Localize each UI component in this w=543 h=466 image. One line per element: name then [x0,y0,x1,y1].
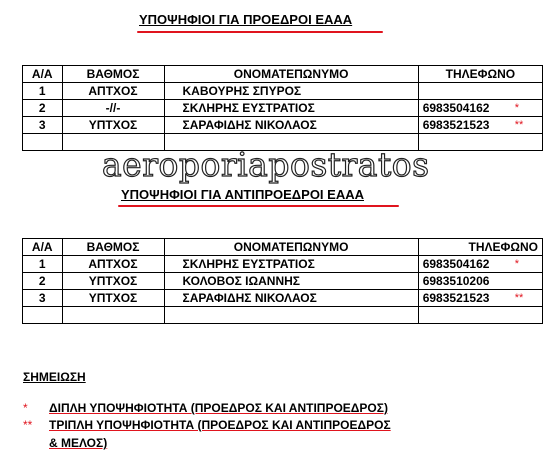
row-rank [62,307,164,324]
row-aa [23,134,63,151]
row-aa: 3 [23,290,63,307]
row-rank: -//- [62,100,164,117]
row-aa: 3 [23,117,63,134]
note-item-double [23,401,388,415]
note-item-triple [23,418,391,432]
row-aa [23,307,63,324]
header-rank: ΒΑΘΜΟΣ [62,66,164,83]
table-row [23,290,543,307]
row-phone: 6983510206 [422,273,490,288]
note-text-triple: ΤΡΙΠΛΗ ΥΠΟΨΗΦΙΟΤΗΤΑ (ΠΡΟΕΔΡΟΣ ΚΑΙ ΑΝΤΙΠΡΟΕΔΡΟΣ [49,418,391,432]
table-row-empty [23,307,543,324]
table-row [23,256,543,273]
row-name: ΚΟΛΟΒΟΣ ΙΩΑΝΝΗΣ [164,273,418,290]
row-aa: 2 [23,273,63,290]
president-title-underline [137,31,383,33]
table-row [23,100,543,117]
row-phone [418,307,542,324]
row-phone-cell [418,83,542,100]
row-name [164,307,418,324]
vice-president-title-underline [118,205,399,207]
vice-president-candidates-title: ΥΠΟΨΗΦΙΟΙ ΓΙΑ ΑΝΤΙΠΡΟΕΔΡΟΙ ΕΑΑΑ [121,187,364,202]
row-phone: 6983521523 [422,290,490,305]
note-item-triple-cont [49,436,107,450]
table-row [23,273,543,290]
row-name: ΣΚΛΗΡΗΣ ΕΥΣΤΡΑΤΙΟΣ [164,256,418,273]
row-phone: 6983504162 [422,100,490,115]
header-phone: ΤΗΛΕΦΩΝΟ [418,66,542,83]
row-aa: 1 [23,256,63,273]
row-phone: 6983521523 [422,117,490,132]
row-name: ΚΑΒΟΥΡΗΣ ΣΠΥΡΟΣ [164,83,418,100]
header-aa: Α/Α [23,66,63,83]
row-rank: ΥΠΤΧΟΣ [62,117,164,134]
row-mark: * [514,257,519,270]
row-mark: * [514,101,519,114]
row-name: ΣΑΡΑΦΙΔΗΣ ΝΙΚΟΛΑΟΣ [164,117,418,134]
header-name: ΟΝΟΜΑΤΕΠΩΝΥΜΟ [164,239,418,256]
row-phone-cell [418,117,542,134]
header-name: ΟΝΟΜΑΤΕΠΩΝΥΜΟ [164,66,418,83]
president-candidates-table [22,65,543,151]
row-rank: ΑΠΤΧΟΣ [62,256,164,273]
row-phone-cell [418,256,542,273]
note-mark-double: ** [23,418,33,432]
row-phone-cell [418,273,542,290]
row-name: ΣΑΡΑΦΙΔΗΣ ΝΙΚΟΛΑΟΣ [164,290,418,307]
row-phone [418,134,542,151]
row-phone-cell [418,290,542,307]
note-text-triple-cont: & ΜΕΛΟΣ) [49,436,108,450]
table-header-row [23,239,543,256]
row-name: ΣΚΛΗΡΗΣ ΕΥΣΤΡΑΤΙΟΣ [164,100,418,117]
table-row [23,83,543,100]
row-rank: ΑΠΤΧΟΣ [62,83,164,100]
row-rank: ΥΠΤΧΟΣ [62,290,164,307]
table-row [23,117,543,134]
header-aa: Α/Α [23,239,63,256]
note-mark-single: * [23,401,28,415]
row-phone-cell [418,100,542,117]
header-rank: ΒΑΘΜΟΣ [62,239,164,256]
site-watermark: aeroporiapostratos [102,145,430,184]
row-mark: ** [514,118,524,131]
table-header-row [23,66,543,83]
header-phone: ΤΗΛΕΦΩΝΟ [418,239,542,256]
president-candidates-title: ΥΠΟΨΗΦΙΟΙ ΓΙΑ ΠΡΟΕΔΡΟΙ ΕΑΑΑ [139,12,353,27]
row-mark: ** [514,291,524,304]
note-title: ΣΗΜΕΙΩΣΗ [23,370,86,384]
row-phone: 6983504162 [422,256,490,271]
row-rank: ΥΠΤΧΟΣ [62,273,164,290]
row-aa: 2 [23,100,63,117]
row-aa: 1 [23,83,63,100]
vice-president-candidates-table [22,238,543,324]
note-text-double: ΔΙΠΛΗ ΥΠΟΨΗΦΙΟΤΗΤΑ (ΠΡΟΕΔΡΟΣ ΚΑΙ ΑΝΤΙΠΡΟΕΔΡΟΣ) [49,401,388,415]
